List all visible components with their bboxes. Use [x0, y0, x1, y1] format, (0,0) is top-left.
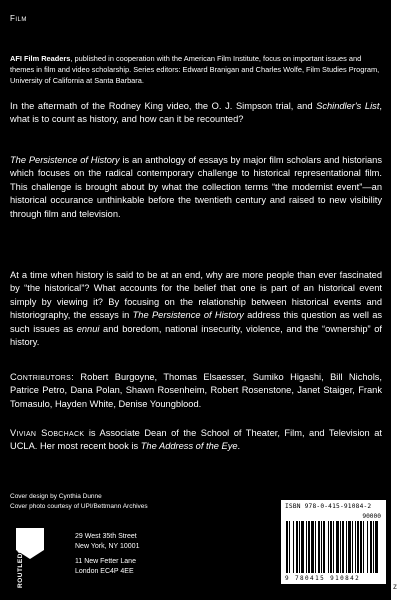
category-label: Film: [10, 14, 27, 23]
address-uk-street: 11 New Fetter Lane: [75, 558, 136, 565]
intro-text-end: , what is to count as history, and how can it be recounted?: [10, 101, 382, 125]
logo-wordmark: ROUTLEDGE: [17, 542, 24, 588]
series-title: AFI Film Readers: [10, 54, 71, 63]
question-book-title: The Persistence of History: [132, 310, 244, 321]
description-paragraph: [10, 154, 382, 221]
price-code: 90000: [362, 513, 381, 520]
routledge-logo-icon: [10, 528, 50, 590]
question-text: At a time when history is said to be at an end, why are more people than ever fascinated by “the historical”? What accounts for the belief that one is part of an historical event simply by viewing it? By focusing on the relationship between historical events and historiography, the essays in: [10, 270, 382, 321]
contributors-label: Contributors:: [10, 372, 75, 382]
intro-paragraph: [10, 100, 382, 127]
barcode-bars-icon: [285, 521, 382, 575]
edge-mark: z: [393, 582, 397, 591]
editor-name: Vivian Sobchack: [10, 428, 85, 438]
address-uk-city: London EC4P 4EE: [75, 567, 134, 575]
editor-paragraph: [10, 427, 382, 454]
cover-photo-credit: Cover photo courtesy of UPI/Bettmann Archives: [10, 503, 148, 510]
barcode-digits: 9 780415 910842: [285, 575, 361, 582]
publisher-address-uk: [75, 557, 195, 576]
series-blurb: [10, 53, 384, 86]
publisher-address-us: [75, 532, 195, 551]
intro-text: In the aftermath of the Rodney King video, the O. J. Simpson trial, and: [10, 101, 317, 111]
series-description: , published in cooperation with the American Film Institute, focus on important issues and themes in film and video scholarship. Series editors: Edward Branigan and Charles Wolfe, Film Studies Program, University of California at Santa Barbara.: [10, 54, 380, 85]
editor-book-title: The Address of the Eye: [140, 441, 238, 452]
editor-bio: is Associate Dean of the School of Theater, Film, and Television at UCLA. Her most recent book is: [10, 428, 382, 452]
contributors-paragraph: [10, 371, 382, 411]
isbn-text: ISBN 978-0-415-91084-2: [285, 503, 372, 510]
contributors-names: Robert Burgoyne, Thomas Elsaesser, Sumiko Higashi, Bill Nichols, Patrice Petro, Dana Polan, Shawn Rosenheim, Robert Rosenstone, Janet Staiger, Frank Tomasulo, Hayden White, Denise Youngblood.: [10, 372, 382, 409]
intro-film-title: Schindler's List: [316, 101, 380, 111]
address-us-street: 29 West 35th Street: [75, 533, 137, 540]
cover-credits: [10, 492, 230, 512]
question-text-end: and boredom, national insecurity, violence, and the “ownership” of history.: [10, 323, 382, 348]
address-us-city: New York, NY 10001: [75, 542, 140, 550]
editor-bio-end: .: [237, 441, 241, 452]
barcode-panel: [281, 500, 386, 584]
ennui-word: ennui: [76, 323, 100, 334]
question-paragraph: [10, 269, 382, 349]
cover-design-credit: Cover design by Cynthia Dunne: [10, 493, 102, 500]
book-title: The Persistence of History: [10, 155, 120, 165]
description-text: is an anthology of essays by major film scholars and historians which focuses on the radical contemporary challenge to historical representational film. This challenge is brought about by what the collection terms “the modernist event”—an historical occurance unthinkable before the twentieth century and raised to new visibility through film and television.: [10, 155, 382, 219]
question-text-mid: address this question as well as such issues as: [10, 310, 383, 334]
